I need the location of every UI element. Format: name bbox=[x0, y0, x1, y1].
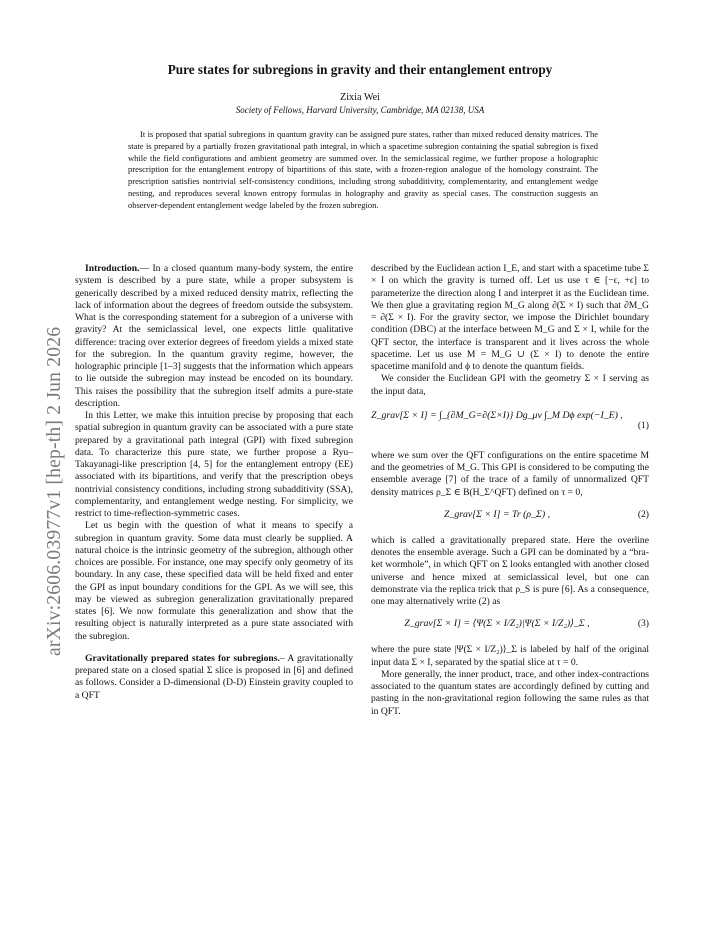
equation-3-body: Z_grav[Σ × I] = ⟨Ψ(Σ × I/Z₂)|Ψ(Σ × I/Z₂)⟩_Σ , bbox=[404, 618, 590, 630]
author-name: Zixia Wei bbox=[339, 92, 380, 103]
intro-heading: Introduction. bbox=[85, 263, 140, 274]
right-paragraph-4: which is called a gravitationally prepared state. Here the overline denotes the ensemble average. Such a GPI can be dominated by a “bra-ket wormhole”, in which QFT on Σ looks entangled with another closed universe and hence mixed at semiclassical level, but one can demonstrate via the replica trick that ρ_S is pure [6]. As a consequence, one may alternatively write (2) as bbox=[371, 534, 649, 607]
equation-1-body: Z_grav[Σ × I] = ∫_{∂M_G=∂(Σ×I)} Dg_μν ∫_M Dϕ exp(−I_E) , bbox=[371, 409, 623, 421]
section-gap bbox=[75, 643, 353, 653]
intro-text-1: — In a closed quantum many-body system, the entire system is described by a pure state, while a proper subsystem is generically described by a mixed reduced density matrix, reflecting the lack of information about the degrees of freedom outside the subsystem. What is the corresponding statement for a subregion of a universe with gravity? At the semiclassical level, one expects little qualitative difference: tracing over exterior degrees of freedom yields a mixed state for the subregion. In the quantum gravity regime, however, the holographic principle [1–3] suggests that the information which appears to lie outside the subregion may instead be encoded on its boundary. This raises the possibility that the subregion itself admits a pure-state description. bbox=[75, 263, 353, 409]
abstract: It is proposed that spatial subregions in quantum gravity can be assigned pure states, rather than mixed reduced density matrices. The state is prepared by a partially frozen gravitational path integral, in which a spacetime subregion containing the spatial subregion is fixed while the field configurations and ambient geometry are summed over. In the semiclassical regime, we further propose a holographic prescription for the entanglement entropy of bipartitions of this state, with a frozen-region analogue of the homology constraint. The prescription satisfies nontrivial self-consistency conditions, including strong subadditivity, complementarity, and entanglement wedge nesting, and reproduces several known entropy formulas in holography and gravity as special cases. The construction suggests an observer-dependent entanglement wedge labeled by the frozen subregion. bbox=[128, 129, 598, 210]
right-paragraph-3: where we sum over the QFT configurations on the entire spacetime M and the geometries of M_G. This GPI is considered to be computing the ensemble average [7] of the trace of a family of unnormalized QFT density matrices ρ_Σ ∈ B(H_Σ^QFT) defined on τ = 0, bbox=[371, 449, 649, 498]
intro-paragraph-1 bbox=[75, 263, 353, 410]
right-paragraph-6: More generally, the inner product, trace, and other index-contractions associated to the quantum states are accordingly defined by cutting and pasting in the non-gravitational region following the same rules as that in QFT. bbox=[371, 668, 649, 717]
right-paragraph-2: We consider the Euclidean GPI with the geometry Σ × I serving as the input data, bbox=[371, 373, 649, 397]
arxiv-id: arXiv:2606.03977v1 [hep-th] 2 Jun 2026 bbox=[44, 326, 65, 656]
equation-2-number: (2) bbox=[637, 508, 649, 520]
equation-2-body: Z_grav[Σ × I] = Tr (ρ_Σ) , bbox=[443, 508, 551, 520]
gps-heading: Gravitationally prepared states for subregions. bbox=[85, 652, 280, 664]
intro-paragraph-2: In this Letter, we make this intuition precise by proposing that each spatial subregion in quantum gravity can be associated with a pure state prepared by a gravitational path integral (GPI) with fixed subregion data. To characterize this pure state, we further propose a Ryu–Takayanagi-like prescription [4, 5] for the entanglement entropy (EE) associated with its bipartitions, and verify that the prescription obeys nontrivial consistency conditions, including strong subadditivity (SSA), complementarity, and entanglement wedge nesting. For simplicity, we restrict to time-reflection-symmetric cases. bbox=[75, 410, 353, 519]
right-paragraph-1: described by the Euclidean action I_E, and start with a spacetime tube Σ × I on which the gravity is turned off. Let us use τ ∈ [−ϵ, +ϵ] to parameterize the direction along I and interpret it as the Euclidean time. We then glue a gravitating region M_G along ∂(Σ × I) such that ∂M_G = ∂(Σ × I). For the gravity sector, we impose the Dirichlet boundary condition (DBC) at the interface between M_G and Σ × I, while for the QFT sector, the interface is transparent and it lives across the whole spacetime. Let us use M = M_G ∪ (Σ × I) to denote the entire spacetime manifold and ϕ to denote the quantum fields. bbox=[371, 263, 649, 372]
gps-text-1: – A gravitationally prepared state on a closed spatial Σ slice is proposed in [6] and defined as follows. Consider a D-dimensional (D-D) Einstein gravity coupled to a QFT bbox=[75, 652, 353, 701]
right-column bbox=[371, 263, 649, 718]
arxiv-stamp bbox=[24, 256, 64, 656]
intro-paragraph-3: Let us begin with the question of what it means to specify a subregion in quantum gravity. Some data must clearly be supplied. A natural choice is the intrinsic geometry of the subregion, although other choices are possible. For instance, one may specify only geometry of its boundary. In any case, these specified data will be held fixed and enter the GPI as input boundary conditions for the GPI. As we will see, this may be viewed as subregion generalization gravitationally prepared states [6]. We now formulate this generalization and show that the resulting object is naturally interpreted as a pure state associated with the subregion. bbox=[75, 520, 353, 642]
left-column bbox=[75, 263, 353, 702]
author-affiliation: Society of Fellows, Harvard University, Cambridge, MA 02138, USA bbox=[235, 105, 485, 115]
equation-3-number: (3) bbox=[637, 618, 649, 630]
equation-1-number: (1) bbox=[637, 419, 649, 431]
right-paragraph-5: where the pure state |Ψ(Σ × I/Z₂)⟩_Σ is labeled by half of the original input data Σ × I, separated by the spatial slice at τ = 0. bbox=[371, 644, 649, 668]
paper-title: Pure states for subregions in gravity and their entanglement entropy bbox=[167, 62, 553, 77]
equation-3 bbox=[371, 614, 649, 638]
gps-paragraph-1 bbox=[75, 653, 353, 702]
equation-1 bbox=[371, 404, 649, 444]
equation-2 bbox=[371, 505, 649, 529]
